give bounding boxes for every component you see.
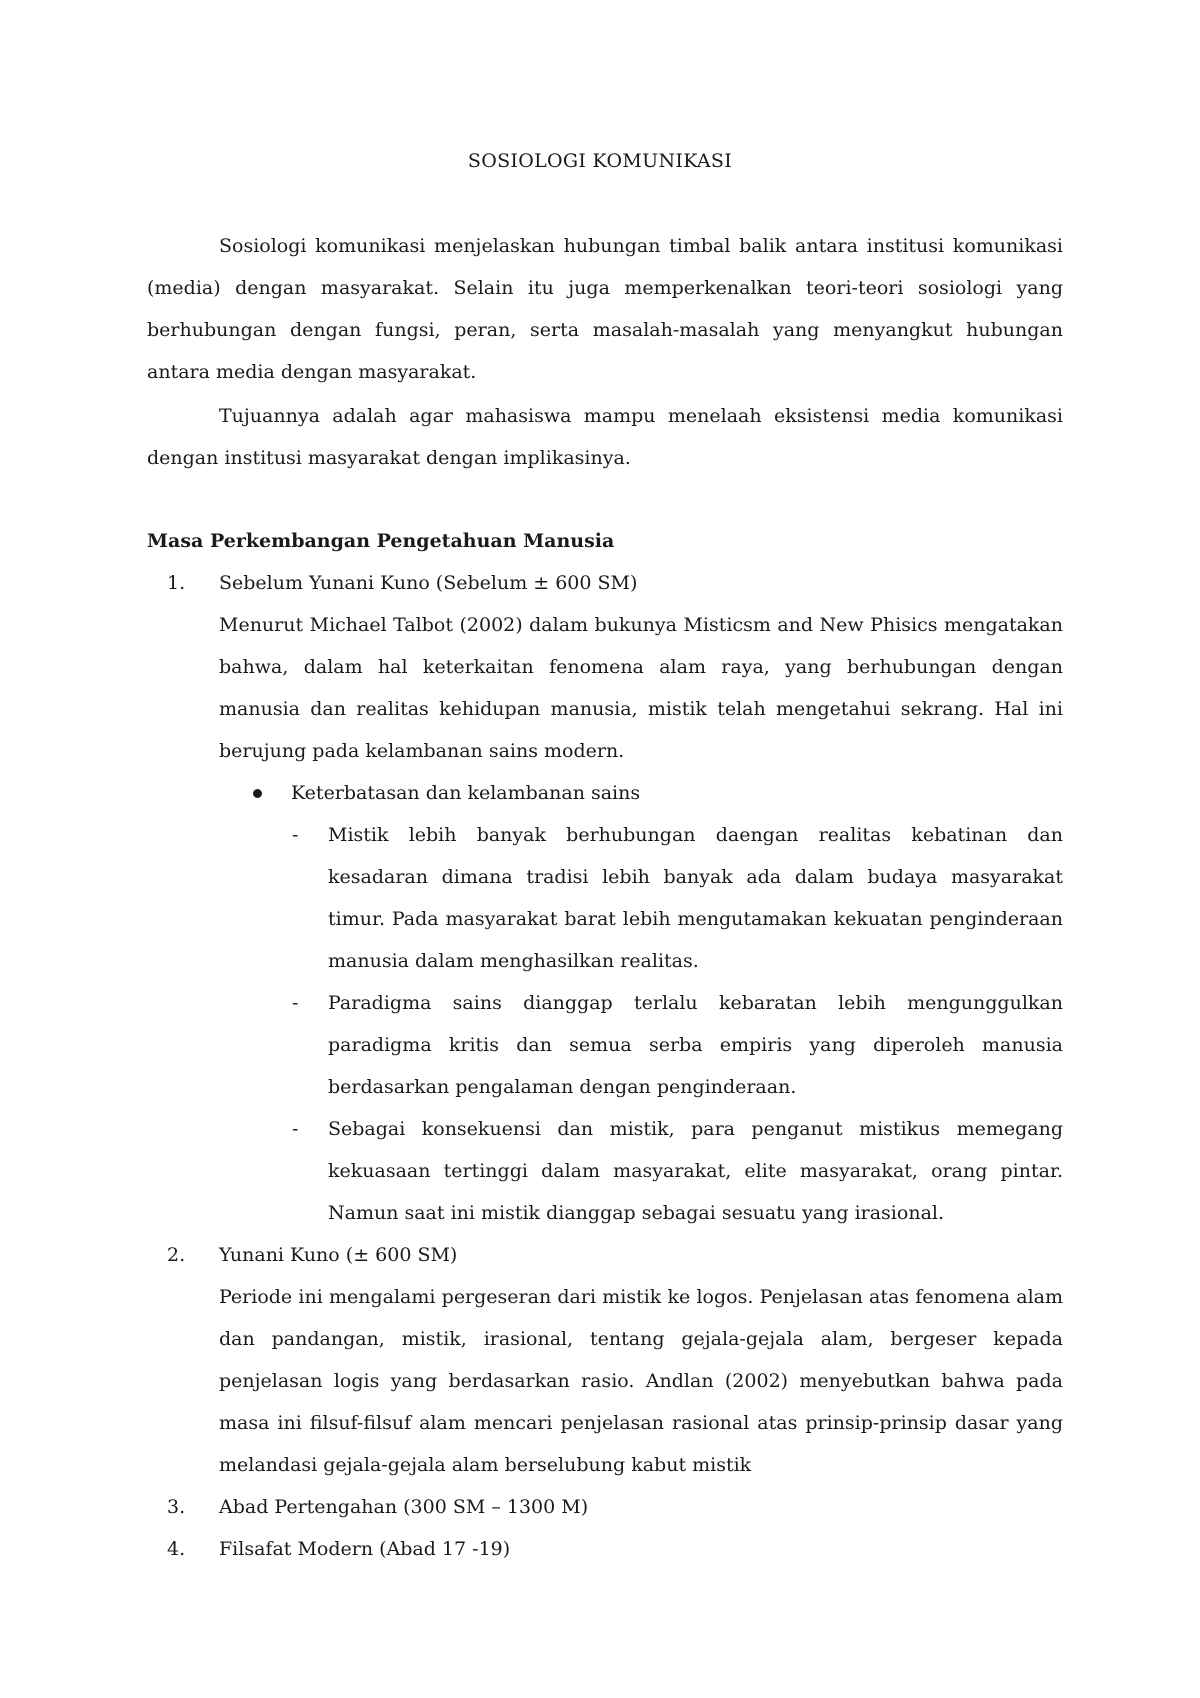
page-title: SOSIOLOGI KOMUNIKASI [467, 150, 733, 172]
list-item-title: Filsafat Modern (Abad 17 -19) [219, 1538, 511, 1560]
list-item-body: Periode ini mengalami pergeseran dari mistik ke logos. Penjelasan atas fenomena alam dan pandangan, mistik, irasional, tentang gejala-gejala alam, bergeser kepada penjelasan logis yang berdasarkan rasio. Andlan (2002) menyebutkan bahwa pada masa ini filsuf-filsuf alam mencari penjelasan rasional atas prinsip-prinsip dasar yang melandasi gejala-gejala alam berselubung kabut mistik [219, 1286, 1063, 1476]
numbered-list [147, 562, 1063, 1570]
subpoint-text: Mistik lebih banyak berhubungan daengan realitas kebatinan dan kesadaran dimana tradisi lebih banyak ada dalam budaya masyarakat timur. Pada masyarakat barat lebih mengutamakan kekuatan penginderaan manusia dalam menghasilkan realitas. [328, 824, 1063, 972]
dash-subpoint [219, 1108, 1063, 1234]
list-item-number: 2. [167, 1244, 186, 1266]
intro-paragraph-2-block [147, 395, 1063, 479]
bullet-item [147, 772, 1063, 814]
intro-paragraph: Tujuannya adalah agar mahasiswa mampu menelaah eksistensi media komunikasi dengan institusi masyarakat dengan implikasinya. [147, 405, 1063, 469]
bullet-dot-icon [253, 789, 262, 798]
list-item-number: 4. [167, 1538, 186, 1560]
list-item-body: Menurut Michael Talbot (2002) dalam bukunya Misticsm and New Phisics mengatakan bahwa, dalam hal keterkaitan fenomena alam raya, yang berhubungan dengan manusia dan realitas kehidupan manusia, mistik telah mengetahui sekrang. Hal ini berujung pada kelambanan sains modern. [219, 614, 1063, 762]
list-item-number: 1. [167, 572, 186, 594]
list-item-title: Yunani Kuno (± 600 SM) [219, 1244, 458, 1266]
intro-paragraph: Sosiologi komunikasi menjelaskan hubungan timbal balik antara institusi komunikasi (media) dengan masyarakat. Selain itu juga memperkenalkan teori-teori sosiologi yang berhubungan dengan fungsi, peran, serta masalah-masalah yang menyangkut hubungan antara media dengan masyarakat. [147, 235, 1063, 383]
subpoint-text: Paradigma sains dianggap terlalu kebaratan lebih mengunggulkan paradigma kritis dan semua serba empiris yang diperoleh manusia berdasarkan pengalaman dengan penginderaan. [328, 992, 1063, 1098]
dash-marker: - [292, 992, 299, 1014]
list-item-2 [147, 1234, 1063, 1486]
list-item-number: 3. [167, 1496, 186, 1518]
intro-paragraph-1-block [147, 225, 1063, 393]
dash-marker: - [292, 824, 299, 846]
bullet-text: Keterbatasan dan kelambanan sains [291, 782, 641, 804]
section-heading: Masa Perkembangan Pengetahuan Manusia [147, 530, 615, 552]
list-item-title: Sebelum Yunani Kuno (Sebelum ± 600 SM) [219, 572, 638, 594]
dash-subpoint [219, 814, 1063, 982]
list-item-1 [147, 562, 1063, 1234]
list-item-4 [147, 1528, 1063, 1570]
dash-subpoint [219, 982, 1063, 1108]
dash-marker: - [292, 1118, 299, 1140]
list-item-3 [147, 1486, 1063, 1528]
subpoint-text: Sebagai konsekuensi dan mistik, para penganut mistikus memegang kekuasaan tertinggi dalam masyarakat, elite masyarakat, orang pintar. Namun saat ini mistik dianggap sebagai sesuatu yang irasional. [328, 1118, 1063, 1224]
list-item-title: Abad Pertengahan (300 SM – 1300 M) [219, 1496, 589, 1518]
